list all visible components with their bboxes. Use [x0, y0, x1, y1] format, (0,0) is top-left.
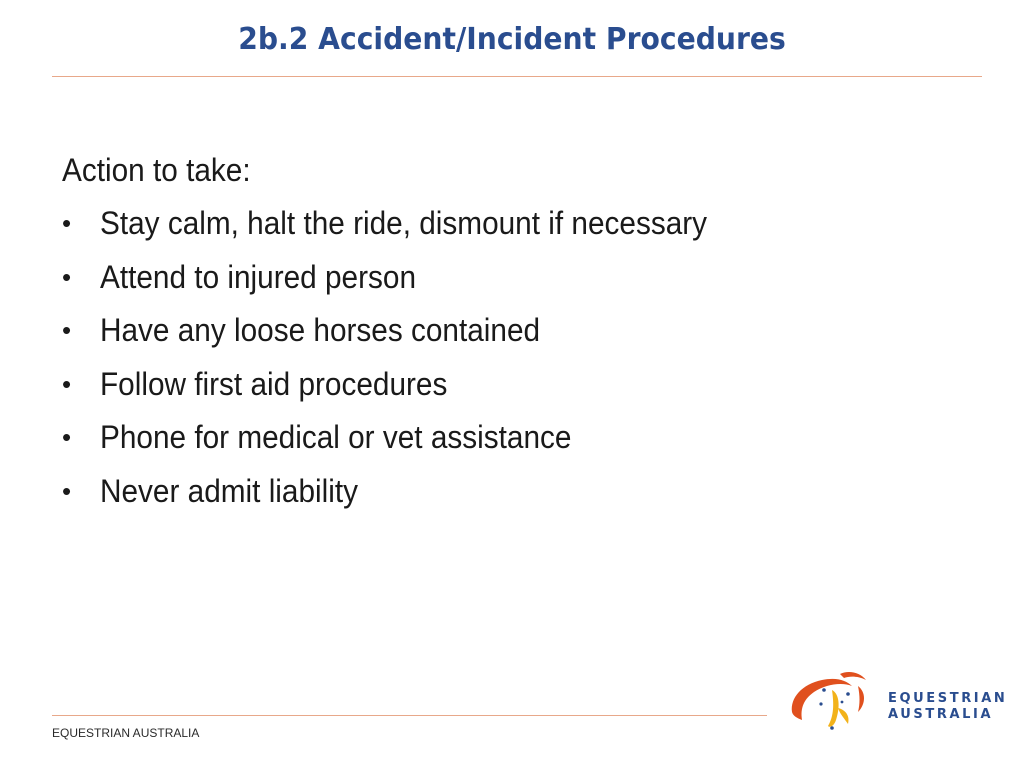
footer-divider	[52, 715, 767, 716]
list-item	[62, 364, 962, 404]
list-item	[62, 257, 962, 297]
logo-wordmark	[888, 691, 1007, 723]
list-item-text: Attend to injured person	[100, 258, 416, 295]
list-item-text: Never admit liability	[100, 472, 359, 509]
list-item	[62, 417, 962, 457]
list-item-text: Follow first aid procedures	[100, 365, 448, 402]
logo-line-2: AUSTRALIA	[888, 707, 994, 722]
list-item-text: Stay calm, halt the ride, dismount if necessary	[100, 205, 708, 241]
bullet-icon: •	[62, 475, 72, 506]
bullet-icon: •	[62, 315, 72, 345]
intro-text: Action to take:	[62, 152, 251, 188]
bullet-icon: •	[62, 368, 72, 399]
bullet-icon: •	[62, 208, 72, 238]
equestrian-australia-logo-icon	[788, 668, 884, 732]
list-item	[62, 310, 962, 350]
footer-organisation: EQUESTRIAN AUSTRALIA	[52, 726, 200, 740]
slide-content	[62, 150, 962, 524]
equestrian-australia-logo	[788, 668, 1008, 732]
bullet-icon: •	[62, 422, 72, 452]
bullet-list	[62, 203, 962, 511]
list-item	[62, 471, 962, 511]
list-item	[62, 203, 962, 243]
list-item-text: Have any loose horses contained	[100, 312, 541, 348]
list-item-text: Phone for medical or vet assistance	[100, 419, 572, 455]
slide-title: 2b.2 Accident/Incident Procedures	[238, 22, 786, 57]
title-divider	[52, 76, 982, 77]
logo-line-1: EQUESTRIAN	[888, 691, 1008, 706]
bullet-icon: •	[62, 261, 72, 292]
